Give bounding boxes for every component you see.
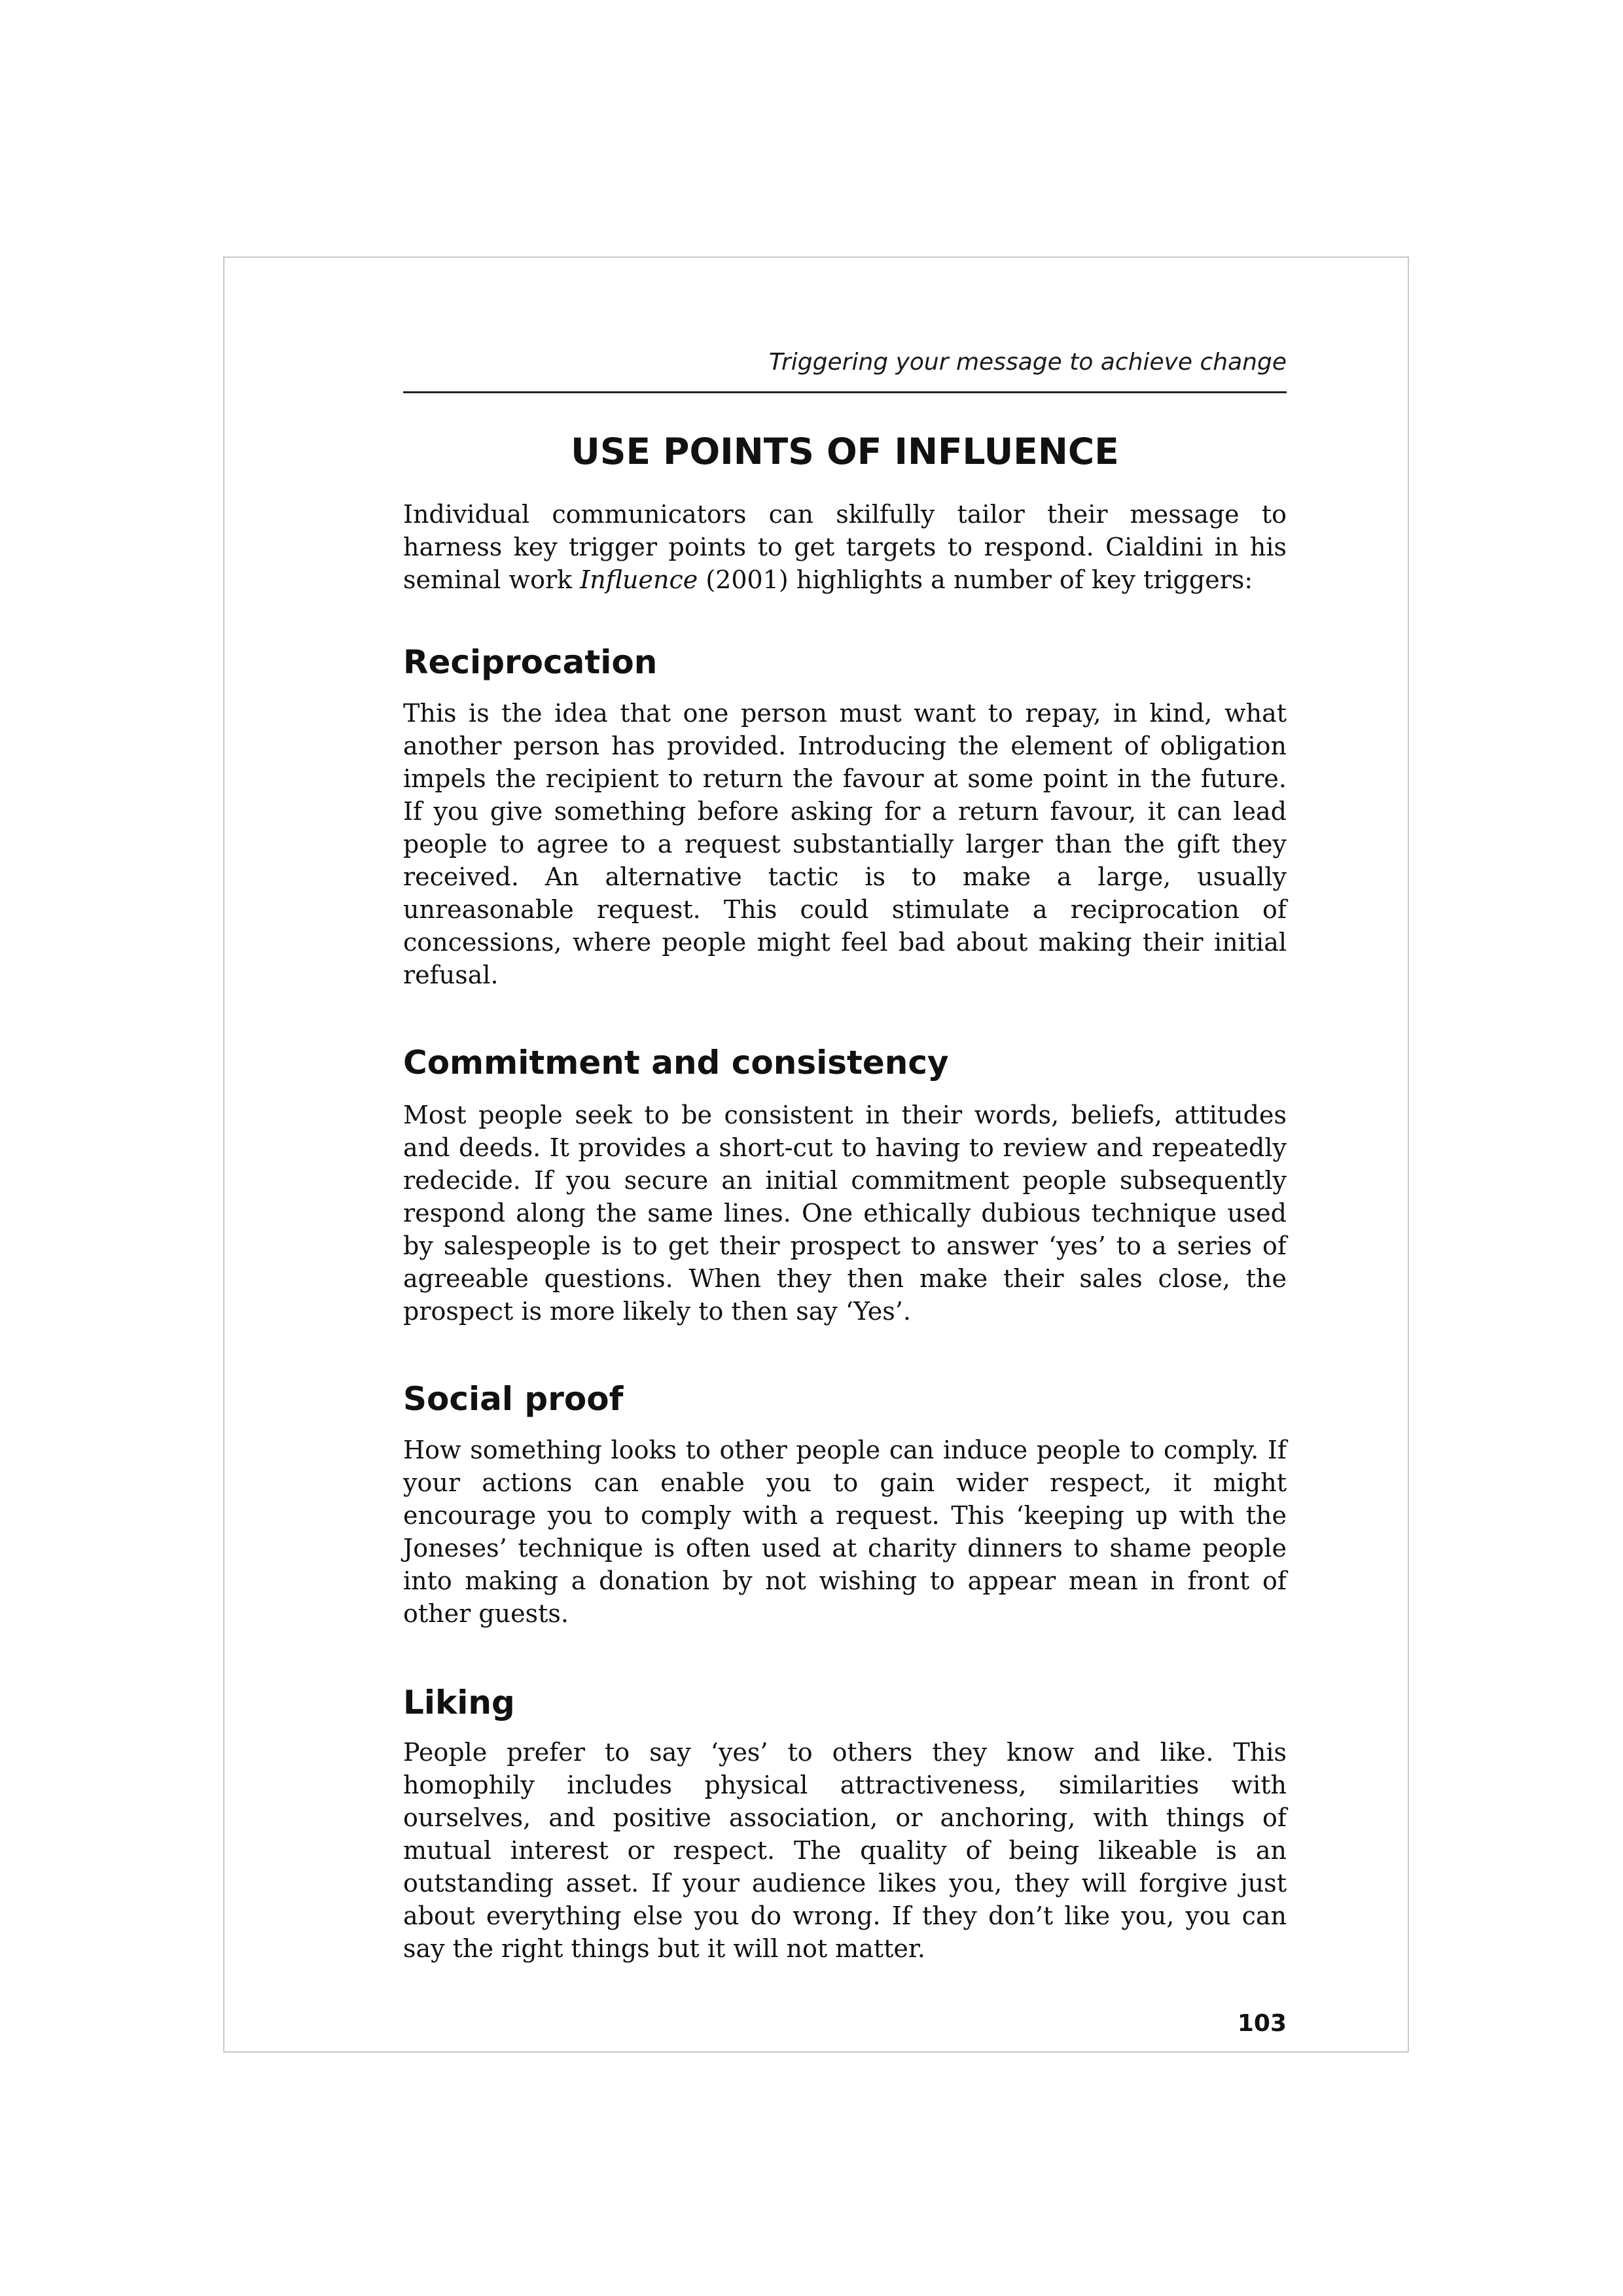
section-heading-social-proof: Social proof — [403, 1380, 624, 1418]
section-heading-liking: Liking — [403, 1684, 515, 1722]
page-content — [403, 351, 1287, 2036]
running-header: Triggering your message to achieve change — [403, 351, 1287, 393]
section-body-reciprocation: This is the idea that one person must want to repay, in kind, what another person has provided. Introducing the element of obligation impels the recipient to return the favour at some point in the future. If you give something before asking for a return favour, it can lead people to agree to a request substantially larger than the gift they received. An alternative tactic is to make a large, usually unreasonable request. This could stimulate a reciprocation of concessions, where people might feel bad about making their initial refusal. — [403, 699, 1287, 989]
section-body-commitment: Most people seek to be consistent in their words, beliefs, attitudes and deeds. It provides a short-cut to having to review and repeatedly redecide. If you secure an initial commitment people subsequently respond along the same lines. One ethically dubious technique used by salespeople is to get their prospect to answer ‘yes’ to a series of agreeable questions. When they then make their sales close, the prospect is more likely to then say ‘Yes’. — [403, 1101, 1287, 1326]
book-title-italic: Influence — [580, 565, 698, 594]
intro-text-start: Individual communicators can skilfully tailor their message to harness key trigger points to get targets to respond. Cialdini in his seminal work — [403, 500, 1287, 594]
section-body-liking: People prefer to say ‘yes’ to others they know and like. This homophily includes physical attractiveness, similarities with ourselves, and positive association, or anchoring, with things of mutual interest or respect. The quality of being likeable is an outstanding asset. If your audience likes you, they will forgive just about everything else you do wrong. If they don’t like you, you can say the right things but it will not matter. — [403, 1738, 1287, 1963]
page-title: USE POINTS OF INFLUENCE — [571, 431, 1119, 472]
intro-paragraph — [403, 498, 1287, 596]
section-heading-reciprocation: Reciprocation — [403, 643, 658, 681]
intro-text-end: (2001) highlights a number of key triggers: — [698, 565, 1253, 594]
page-number: 103 — [1237, 2010, 1287, 2037]
section-heading-commitment: Commitment and consistency — [403, 1044, 949, 1082]
section-body-social-proof: How something looks to other people can induce people to comply. If your actions can enable you to gain wider respect, it might encourage you to comply with a request. This ‘keeping up with the Joneses’ technique is often used at charity dinners to shame people into making a donation by not wishing to appear mean in front of other guests. — [403, 1436, 1287, 1628]
